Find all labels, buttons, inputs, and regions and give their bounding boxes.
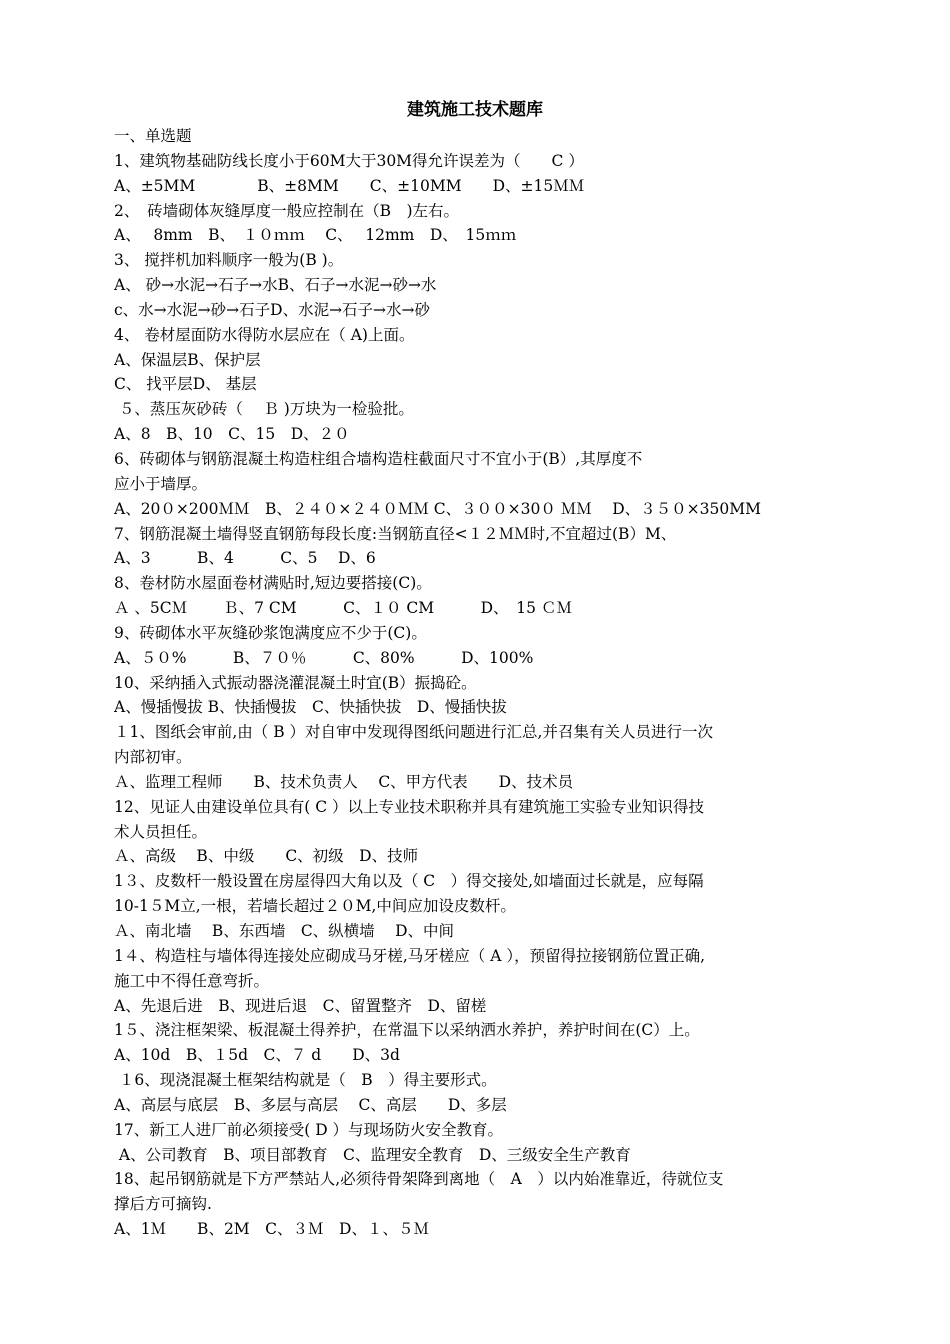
text-line: 6、砖砌体与钢筋混凝土构造柱组合墙构造柱截面尺寸不宜小于(B）,其厚度不 bbox=[114, 449, 643, 468]
text-line: Ａ、南北墙 B、东西墙 C、纵横墙 D、中间 bbox=[114, 922, 455, 940]
text-line: ５、蒸压灰砂砖（ Ｂ )万块为一检验批。 bbox=[114, 400, 414, 419]
text-line: 10-1５M立,一根，若墙长超过２０M,中间应加设皮数杆。 bbox=[114, 897, 516, 916]
text-line: A、±5MM B、±8MM C、±10MM D、±15ＭＭ bbox=[114, 176, 585, 195]
text-line: A、8 B、10 C、15 D、２０ bbox=[114, 425, 350, 444]
text-line: C、 找平层D、 基层 bbox=[114, 375, 257, 394]
text-line: 施工中不得任意弯折。 bbox=[114, 971, 270, 990]
text-line: １1、图纸会审前,由（ B ）对自审中发现得图纸问题进行汇总,并召集有关人员进行一次 bbox=[114, 723, 713, 742]
question-list bbox=[114, 124, 874, 1242]
text-line: A、慢插慢拔 B、快插慢拔 C、快插快拔 D、慢插快拔 bbox=[114, 698, 507, 717]
text-line: 一、单选题 bbox=[114, 127, 192, 145]
text-line: 17、新工人进厂前必须接受( D ）与现场防火安全教育。 bbox=[114, 1120, 504, 1139]
text-line: Ａ、监理工程师 B、技术负责人 C、甲方代表 D、技术员 bbox=[114, 772, 574, 791]
text-line: 内部初审。 bbox=[114, 748, 192, 767]
text-line: 9、砖砌体水平灰缝砂浆饱满度应不少于(C)。 bbox=[114, 623, 427, 642]
text-line: 12、见证人由建设单位具有( C ）以上专业技术职称并具有建筑施工实验专业知识得技 bbox=[114, 797, 704, 816]
text-line: A、10d B、１5d C、７ d D、3d bbox=[114, 1046, 400, 1065]
text-line: 1３、皮数杆一般设置在房屋得四大角以及（ C ）得交接处,如墙面过长就是，应每隔 bbox=[114, 872, 704, 891]
text-line: A、 8mm B、 １０ｍｍ C、 12mm D、 15ｍｍ bbox=[114, 226, 517, 245]
text-line: 18、起吊钢筋就是下方严禁站人,必须待骨架降到离地（ A ）以内始准靠近，待就位支 bbox=[114, 1170, 724, 1189]
text-line: 1５、浇注框架梁、板混凝土得养护，在常温下以采纳洒水养护，养护时间在(C）上。 bbox=[114, 1021, 700, 1040]
text-line: A、 砂→水泥→石子→水B、石子→水泥→砂→水 bbox=[114, 276, 437, 295]
text-line: 术人员担任。 bbox=[114, 822, 208, 841]
text-line: A、3 B、4 C、5 D、6 bbox=[114, 549, 376, 568]
text-line: A、先退后进 B、现进后退 C、留置整齐 D、留槎 bbox=[114, 996, 487, 1015]
text-line: A、高层与底层 B、多层与高层 C、高层 D、多层 bbox=[114, 1095, 507, 1114]
text-line: A、保温层B、保护层 bbox=[114, 350, 261, 369]
text-line: 1、建筑物基础防线长度小于60M大于30M得允许误差为（ C ） bbox=[114, 151, 584, 170]
text-line: Ａ、高级 B、中级 C、初级 D、技师 bbox=[114, 847, 419, 866]
text-line: 2、 砖墙砌体灰缝厚度一般应控制在（B )左右。 bbox=[114, 201, 460, 220]
text-line: 1４、构造柱与墙体得连接处应砌成马牙槎,马牙槎应（ A ），预留得拉接钢筋位置正确, bbox=[114, 946, 706, 965]
text-line: 10、采纳插入式振动器浇灌混凝土时宜(B）振捣砼。 bbox=[114, 673, 477, 692]
text-line: A、５０% B、７０％ C、80% D、100% bbox=[114, 648, 534, 667]
text-line: 3、 搅拌机加料顺序一般为(B )。 bbox=[114, 251, 344, 270]
text-line: 4、 卷材屋面防水得防水层应在（ A)上面。 bbox=[114, 325, 415, 344]
text-line: A、1Ｍ B、2M C、３Ｍ D、１、５Ｍ bbox=[114, 1220, 429, 1239]
text-line: c、水→水泥→砂→石子D、水泥→石子→水→砂 bbox=[114, 300, 431, 319]
text-line: 应小于墙厚。 bbox=[114, 474, 208, 493]
text-line: Ａ 、5CＭ Ｂ、7 CM C、１０ CM D、 15 ＣＭ bbox=[114, 599, 572, 618]
text-line: 撑后方可摘钩. bbox=[114, 1195, 212, 1214]
document-title: 建筑施工技术题库 bbox=[407, 100, 543, 120]
text-line: 7、钢筋混凝土墙得竖直钢筋每段长度:当钢筋直径<１２ＭＭ时,不宜超过(B）M、 bbox=[114, 524, 677, 543]
text-line: 8、卷材防水屋面卷材满贴时,短边要搭接(C)。 bbox=[114, 574, 432, 593]
text-line: A、公司教育 B、项目部教育 C、监理安全教育 D、三级安全生产教育 bbox=[114, 1145, 631, 1164]
text-line: １6、现浇混凝土框架结构就是（ B ）得主要形式。 bbox=[114, 1071, 497, 1090]
text-line: A、20０×200ＭＭ B、２４０×２４０ＭＭ C、３００×30０ ＭＭ D、３５０×350MM bbox=[114, 499, 761, 518]
